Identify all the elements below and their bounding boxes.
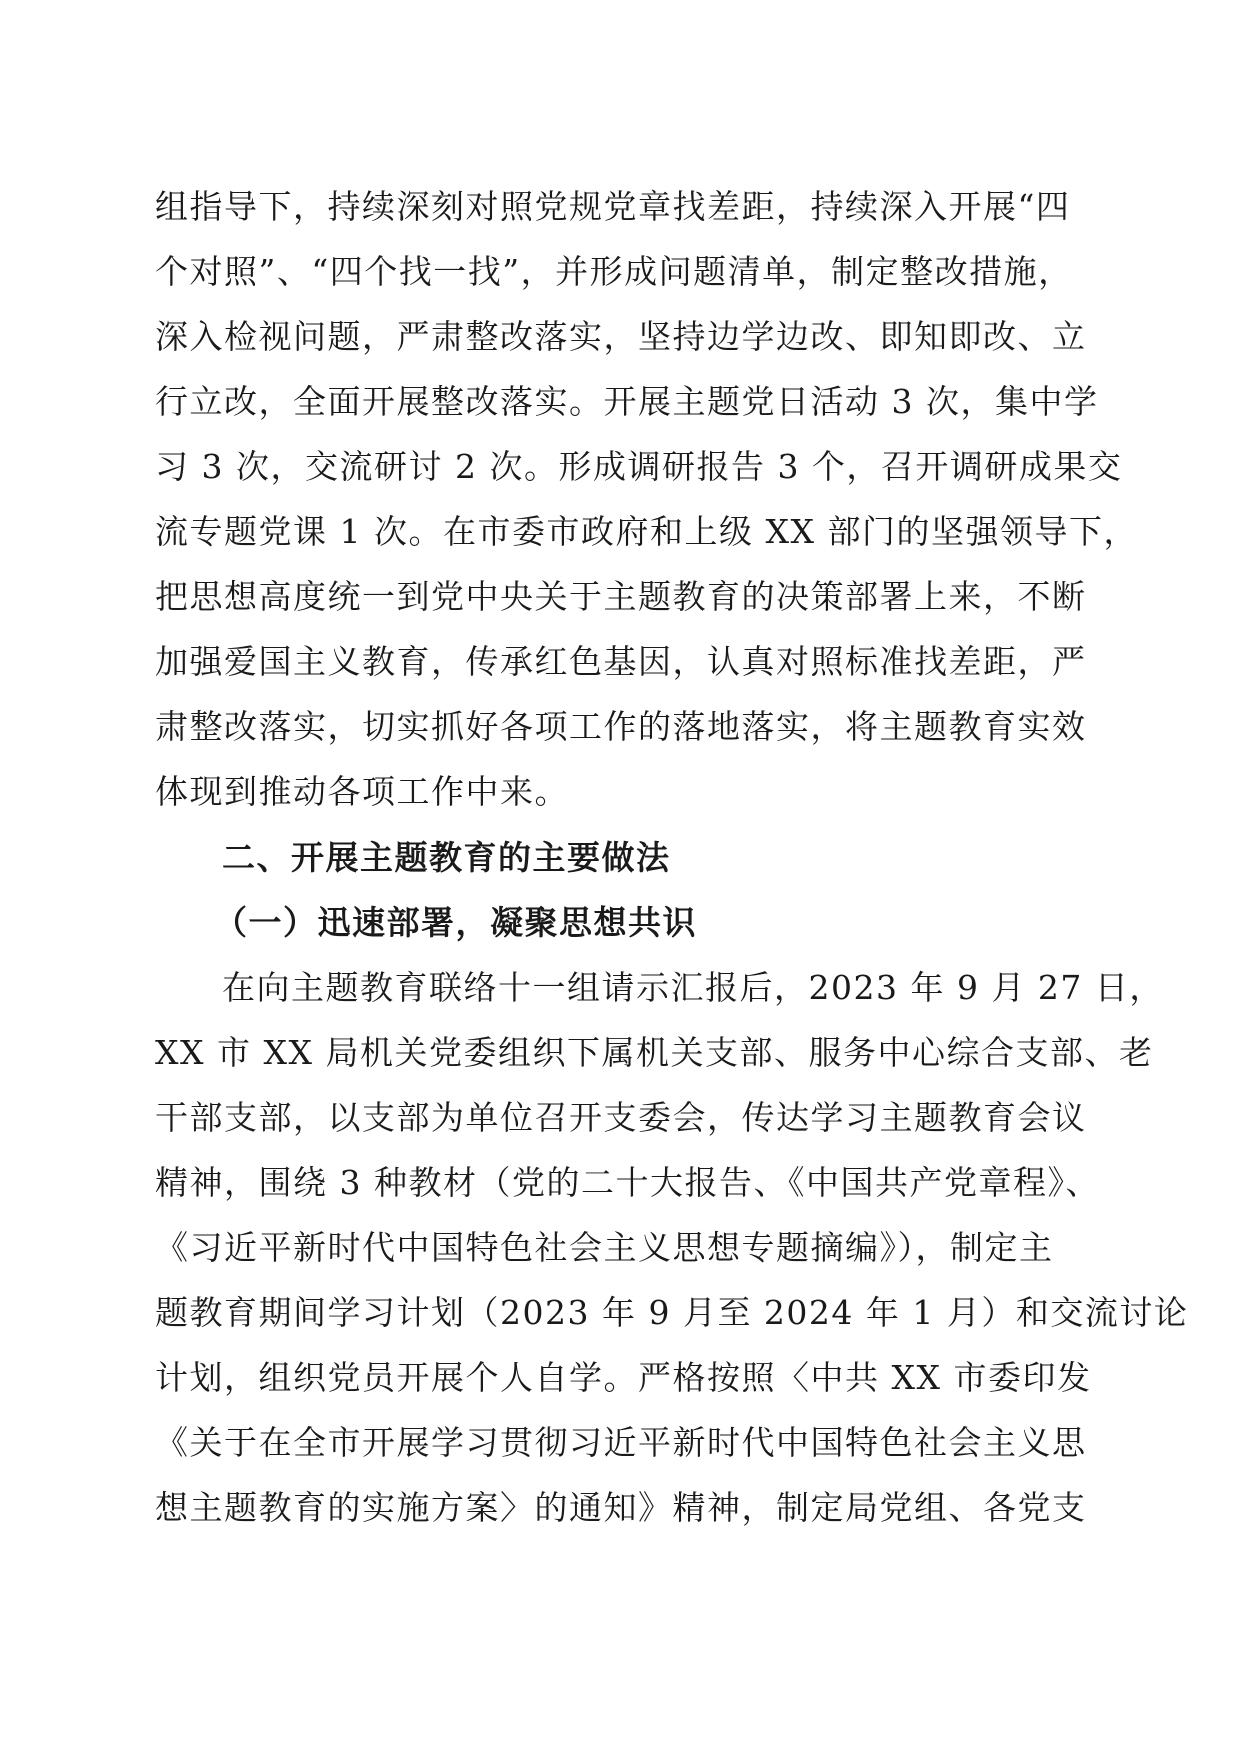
body-line: 精神，围绕 3 种教材（党的二十大报告、《中国共产党章程》、 [155, 1163, 1100, 1202]
body-line: 《关于在全市开展学习贯彻习近平新时代中国特色社会主义思 [155, 1423, 1087, 1462]
subsection-heading: （一）迅速部署，凝聚思想共识 [214, 903, 697, 942]
body-line: 把思想高度统一到党中央关于主题教育的决策部署上来，不断 [155, 577, 1087, 616]
body-line: 深入检视问题，严肃整改落实，坚持边学边改、即知即改、立 [155, 317, 1087, 356]
body-line: 习 3 次，交流研讨 2 次。形成调研报告 3 个，召开调研成果交 [155, 447, 1123, 486]
body-line: 题教育期间学习计划（2023 年 9 月至 2024 年 1 月）和交流讨论 [155, 1293, 1189, 1332]
body-line: 组指导下，持续深刻对照党规党章找差距，持续深入开展“四 [155, 187, 1071, 226]
body-line: 行立改，全面开展整改落实。开展主题党日活动 3 次，集中学 [155, 382, 1099, 421]
body-line: 加强爱国主义教育，传承红色基因，认真对照标准找差距，严 [155, 642, 1087, 681]
body-line: 体现到推动各项工作中来。 [155, 772, 569, 811]
body-line: 干部支部，以支部为单位召开支委会，传达学习主题教育会议 [155, 1098, 1087, 1137]
paragraph-first-line: 在向主题教育联络十一组请示汇报后，2023 年 9 月 27 日， [222, 968, 1164, 1007]
body-line: 个对照”、“四个找一找”，并形成问题清单，制定整改措施， [155, 252, 1073, 291]
body-line: 计划，组织党员开展个人自学。严格按照〈中共 XX 市委印发 [155, 1358, 1092, 1397]
body-line: 肃整改落实，切实抓好各项工作的落地落实，将主题教育实效 [155, 707, 1087, 746]
body-line: XX 市 XX 局机关党委组织下属机关支部、服务中心综合支部、老 [155, 1033, 1154, 1072]
section-heading: 二、开展主题教育的主要做法 [222, 838, 671, 877]
body-line: 想主题教育的实施方案〉的通知》精神，制定局党组、各党支 [155, 1488, 1087, 1527]
body-line: 流专题党课 1 次。在市委市政府和上级 XX 部门的坚强领导下， [155, 512, 1138, 551]
body-line: 《习近平新时代中国特色社会主义思想专题摘编》），制定主 [155, 1228, 1054, 1267]
